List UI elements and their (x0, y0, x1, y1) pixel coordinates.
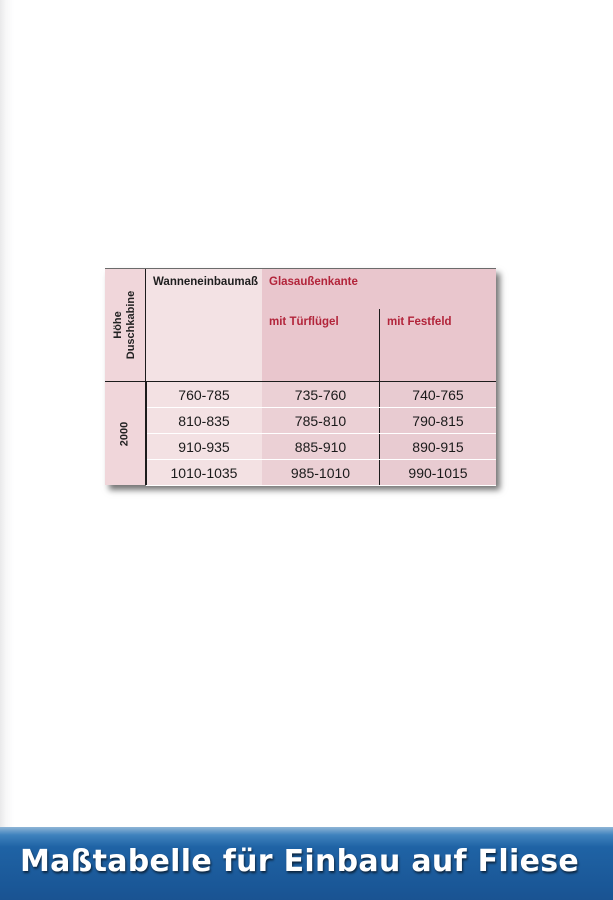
cell-wanne: 760-785 (146, 382, 262, 407)
side-header-cell (105, 269, 146, 382)
table-row (146, 382, 496, 408)
header-glas-label: Glasaußenkante (269, 276, 358, 288)
cell-tuer: 785-810 (262, 408, 379, 433)
table-row (146, 408, 496, 434)
side-value-cell (105, 382, 146, 485)
cell-fest: 790-815 (379, 408, 496, 433)
side-value-label: 2000 (118, 421, 131, 446)
cell-tuer: 885-910 (262, 434, 379, 459)
table-body (146, 382, 496, 485)
header-wanne-cell (146, 269, 262, 382)
subheader-fest-label: mit Festfeld (387, 316, 452, 328)
table-row (146, 460, 496, 486)
cell-wanne: 910-935 (146, 434, 262, 459)
row-label-divider (146, 382, 147, 485)
cell-wanne: 1010-1035 (146, 460, 262, 485)
dimension-table (105, 268, 496, 485)
header-wanne-label: Wanneneinbaumaß (153, 276, 258, 288)
cell-fest: 890-915 (379, 434, 496, 459)
cell-fest: 990-1015 (379, 460, 496, 485)
table-row (146, 434, 496, 460)
cell-tuer: 985-1010 (262, 460, 379, 485)
footer-title: Maßtabelle für Einbau auf Fliese (20, 844, 580, 879)
side-header-line2: Duschkabine (125, 290, 137, 360)
cell-tuer: 735-760 (262, 382, 379, 407)
side-header-line1: Höhe (112, 311, 124, 339)
header-glas-cell (262, 269, 496, 382)
subheader-tuer-label: mit Türflügel (269, 316, 339, 328)
footer-banner (0, 827, 613, 900)
column-divider (379, 309, 380, 381)
cell-wanne: 810-835 (146, 408, 262, 433)
cell-fest: 740-765 (379, 382, 496, 407)
side-header-label (112, 291, 138, 359)
